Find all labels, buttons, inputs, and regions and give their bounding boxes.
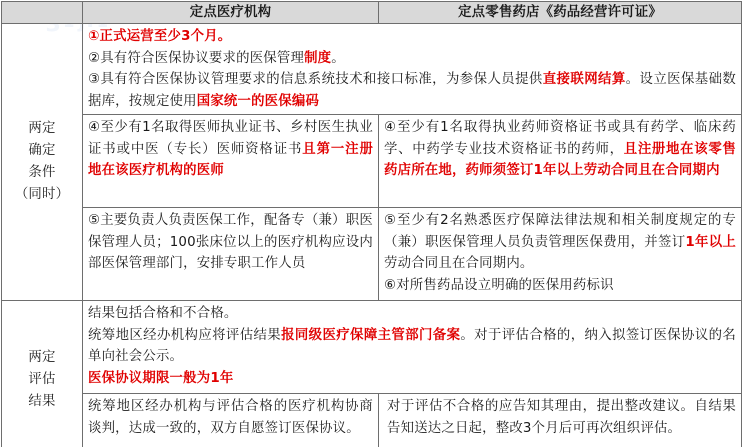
header-medical-institution: 定点医疗机构 xyxy=(83,2,379,24)
personnel-conditions-row xyxy=(2,115,742,208)
result-line-2-highlight: 报同级医疗保障主管部门备案 xyxy=(281,327,461,343)
conditions-label-line: 两定 xyxy=(28,121,56,136)
condition-item-3-mid: 。设立医保基础数据库，按规定使用 xyxy=(88,72,737,109)
pharmacy-item-6-text: ⑥对所售药品设立明确的医保用药标识 xyxy=(384,277,614,293)
medical-management-condition-cell xyxy=(83,208,379,301)
condition-item-1 xyxy=(88,26,736,48)
pharmacy-management-condition-cell xyxy=(379,208,742,301)
conditions-label-line: 确定 xyxy=(28,143,56,158)
result-line-3-highlight: 医保协议期限一般为1年 xyxy=(88,370,234,386)
pharmacy-item-5-end: 劳动合同且在合同期内。 xyxy=(384,256,534,271)
evaluation-outcome-row xyxy=(2,394,742,447)
medical-item-4-text: ④至少有1名取得医师执业证书、乡村医生执业证书或中医（专长）医师资格证书 xyxy=(88,120,374,157)
pharmacy-item-5-highlight: 1年以上 xyxy=(685,234,737,250)
medical-doctor-condition-cell xyxy=(83,115,379,208)
unqualified-outcome-text: 对于评估不合格的应告知其理由，提出整改建议。自结果告知送达之日起，整改3个月后可再次组织评估。 xyxy=(387,399,737,436)
conditions-label-line: 条件 xyxy=(28,165,56,180)
table-header-row xyxy=(2,2,742,24)
pharmacy-item-5-text: ⑤至少有2名熟悉医疗保障法律法规和相关制度规定的专（兼）职医保管理人员负责管理医保费用，并签订 xyxy=(384,213,737,250)
evaluation-result-cell xyxy=(83,301,742,394)
common-conditions-cell xyxy=(83,24,742,115)
evaluation-result-row xyxy=(2,301,742,394)
condition-item-2-end: 。 xyxy=(331,50,345,66)
unqualified-outcome-cell xyxy=(379,394,742,447)
qualified-outcome-text: 统筹地区经办机构与评估合格的医疗机构协商谈判，达成一致的，双方自愿签订医保协议。 xyxy=(88,399,374,436)
pharmacy-item-4-highlight: 且注册地在该零售药店所在地，药师须签订1年以上劳动合同且在合同期内 xyxy=(384,141,737,178)
condition-item-2-text: ②具有符合医保协议要求的医保管理 xyxy=(88,50,305,66)
condition-item-3-highlight-2: 国家统一的医保编码 xyxy=(196,93,320,109)
medical-item-4-highlight: 且第一注册地在该医疗机构的医师 xyxy=(88,141,374,178)
qualified-outcome-cell xyxy=(83,394,379,447)
results-label-line: 结果 xyxy=(28,393,56,409)
result-line-1: 结果包括合格和不合格。 xyxy=(88,306,238,321)
result-line-2-text: 统筹地区经办机构应将评估结果 xyxy=(88,327,282,343)
result-line-2-end: 。对于评估合格的，纳入拟签订医保协议的名单向社会公示。 xyxy=(88,327,737,364)
condition-item-2 xyxy=(88,48,736,70)
pharmacy-pharmacist-condition-cell xyxy=(379,115,742,208)
management-conditions-row xyxy=(2,208,742,301)
medical-item-5-text: ⑤主要负责人负责医保工作，配备专（兼）职医保管理人员；100张床位以上的医疗机构应设内部医保管理部门，安排专职工作人员 xyxy=(88,213,374,271)
designated-institutions-table xyxy=(1,1,742,447)
pharmacy-item-4-text: ④至少有1名取得执业药师资格证书或具有药学、临床药学、中药学专业技术资格证书的药师， xyxy=(384,120,737,157)
results-label-line: 两定 xyxy=(28,349,56,365)
condition-item-3-text: ③具有符合医保协议管理要求的信息系统技术和接口标准，为参保人员提供 xyxy=(88,72,543,87)
condition-item-3 xyxy=(88,69,736,112)
condition-item-2-highlight: 制度 xyxy=(304,50,332,66)
conditions-row-label xyxy=(2,24,83,301)
results-row-label xyxy=(2,301,83,447)
header-retail-pharmacy: 定点零售药店《药品经营许可证》 xyxy=(379,2,742,24)
condition-item-3-highlight: 直接联网结算 xyxy=(542,72,626,87)
results-label-line: 评估 xyxy=(28,371,56,387)
conditions-label-line: （同时） xyxy=(14,187,70,202)
condition-item-1-text: ①正式运营至少3个月。 xyxy=(88,29,232,44)
common-conditions-row xyxy=(2,24,742,115)
result-line-2 xyxy=(88,325,736,368)
header-corner-cell xyxy=(2,2,83,24)
